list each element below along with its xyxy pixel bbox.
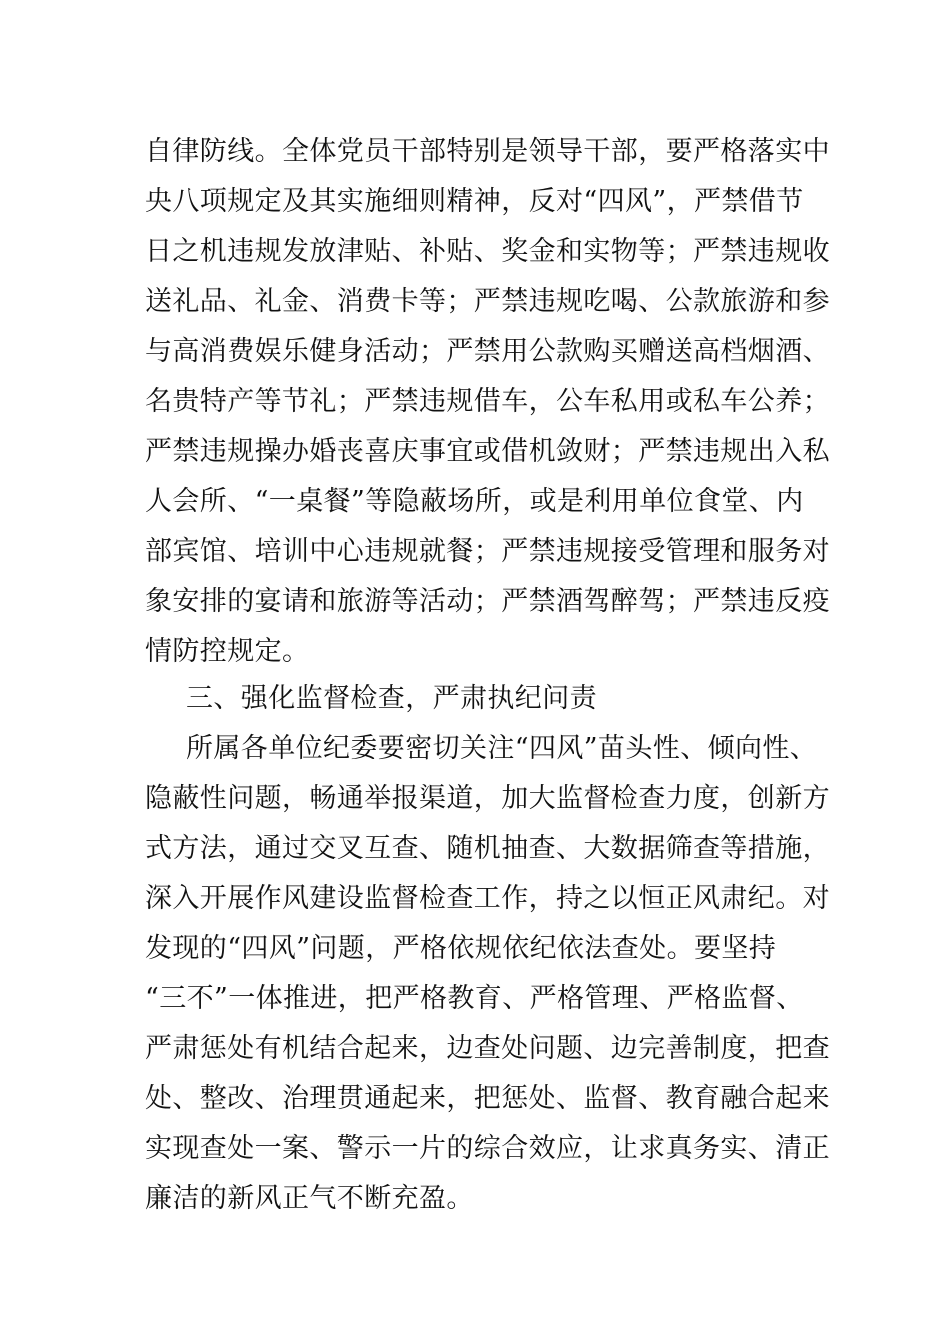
paragraph-line: 日之机违规发放津贴、补贴、奖金和实物等；严禁违规收	[145, 236, 830, 267]
paragraph-line: 送礼品、礼金、消费卡等；严禁违规吃喝、公款旅游和参	[145, 286, 830, 317]
paragraph-line: 部宾馆、培训中心违规就餐；严禁违规接受管理和服务对	[145, 536, 830, 567]
paragraph-line: 廉洁的新风正气不断充盈。	[145, 1183, 474, 1214]
paragraph-line: 所属各单位纪委要密切关注“四风”苗头性、倾向性、	[186, 733, 818, 764]
paragraph-line: 式方法，通过交叉互查、随机抽查、大数据筛查等措施，	[145, 833, 830, 864]
paragraph-line: 自律防线。全体党员干部特别是领导干部，要严格落实中	[145, 136, 830, 167]
paragraph-line: 人会所、“一桌餐”等隐蔽场所，或是利用单位食堂、内	[145, 486, 804, 517]
paragraph-line: 象安排的宴请和旅游等活动；严禁酒驾醉驾；严禁违反疫	[145, 586, 830, 617]
paragraph-line: 深入开展作风建设监督检查工作，持之以恒正风肃纪。对	[145, 883, 830, 914]
section-heading: 三、强化监督检查，严肃执纪问责	[186, 683, 597, 714]
paragraph-line: 严禁违规操办婚丧喜庆事宜或借机敛财；严禁违规出入私	[145, 436, 830, 467]
paragraph-line: 发现的“四风”问题，严格依规依纪依法查处。要坚持	[145, 933, 777, 964]
paragraph-line: 隐蔽性问题，畅通举报渠道，加大监督检查力度，创新方	[145, 783, 830, 814]
paragraph-line: 与高消费娱乐健身活动；严禁用公款购买赠送高档烟酒、	[145, 336, 830, 367]
paragraph-line: 情防控规定。	[145, 636, 310, 667]
paragraph-line: 处、整改、治理贯通起来，把惩处、监督、教育融合起来	[145, 1083, 830, 1114]
paragraph-line: 严肃惩处有机结合起来，边查处问题、边完善制度，把查	[145, 1033, 830, 1064]
paragraph-line: 央八项规定及其实施细则精神，反对“四风”，严禁借节	[145, 186, 804, 217]
paragraph-line: 名贵特产等节礼；严禁违规借车，公车私用或私车公养；	[145, 386, 830, 417]
paragraph-line: “三不”一体推进，把严格教育、严格管理、严格监督、	[145, 983, 804, 1014]
paragraph-line: 实现查处一案、警示一片的综合效应，让求真务实、清正	[145, 1133, 830, 1164]
